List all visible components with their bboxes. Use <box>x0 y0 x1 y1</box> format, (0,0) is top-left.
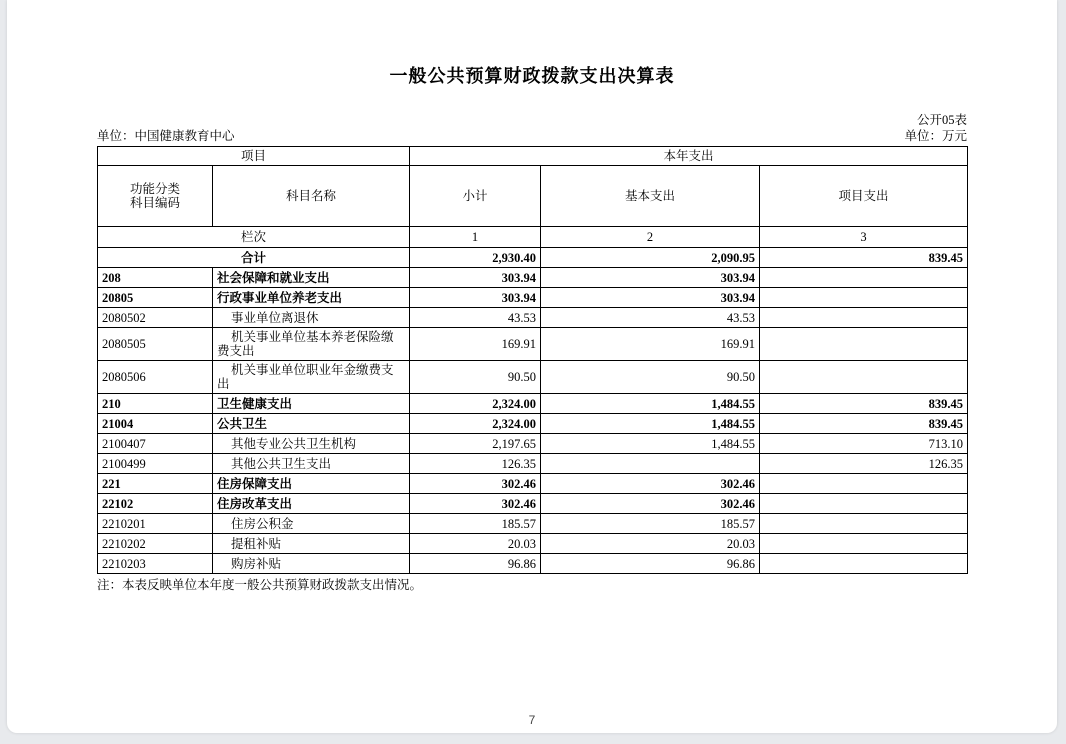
row-subtotal: 169.91 <box>410 328 541 361</box>
row-project <box>760 361 968 394</box>
table-row <box>98 328 968 361</box>
col-index-2: 2 <box>541 227 760 248</box>
row-subtotal: 303.94 <box>410 268 541 288</box>
row-basic: 303.94 <box>541 288 760 308</box>
row-basic: 96.86 <box>541 554 760 574</box>
table-row <box>98 414 968 434</box>
row-project <box>760 328 968 361</box>
table-row <box>98 308 968 328</box>
row-name: 住房改革支出 <box>213 494 410 514</box>
page-title: 一般公共预算财政拨款支出决算表 <box>389 66 675 86</box>
row-code: 21004 <box>98 414 213 434</box>
footnote: 注：本表反映单位本年度一般公共预算财政拨款支出情况。 <box>97 578 423 592</box>
row-code: 2210201 <box>98 514 213 534</box>
header-code-column <box>98 166 213 227</box>
row-project <box>760 288 968 308</box>
row-subtotal: 185.57 <box>410 514 541 534</box>
row-name: 公共卫生 <box>213 414 410 434</box>
row-basic: 169.91 <box>541 328 760 361</box>
row-basic: 303.94 <box>541 268 760 288</box>
document-page <box>7 0 1057 733</box>
table-code-label: 公开05表 <box>916 113 967 127</box>
row-name: 其他公共卫生支出 <box>213 454 410 474</box>
row-basic: 302.46 <box>541 494 760 514</box>
row-name: 卫生健康支出 <box>213 394 410 414</box>
header-code-line1: 功能分类 <box>129 182 180 196</box>
row-basic: 20.03 <box>541 534 760 554</box>
table-row <box>98 554 968 574</box>
row-code: 2100407 <box>98 434 213 454</box>
row-project: 839.45 <box>760 248 968 268</box>
table-row <box>98 454 968 474</box>
row-name: 行政事业单位养老支出 <box>213 288 410 308</box>
row-subtotal: 43.53 <box>410 308 541 328</box>
header-year-expenditure-group: 本年支出 <box>410 147 968 166</box>
row-subtotal: 90.50 <box>410 361 541 394</box>
row-subtotal: 2,197.65 <box>410 434 541 454</box>
org-label: 单位：中国健康教育中心 <box>97 129 235 143</box>
row-basic <box>541 454 760 474</box>
header-subtotal-column: 小计 <box>410 166 541 227</box>
row-basic: 1,484.55 <box>541 434 760 454</box>
row-subtotal: 302.46 <box>410 474 541 494</box>
row-project: 839.45 <box>760 414 968 434</box>
row-basic: 1,484.55 <box>541 414 760 434</box>
row-name: 机关事业单位基本养老保险缴费支出 <box>213 328 410 361</box>
row-name: 机关事业单位职业年金缴费支出 <box>213 361 410 394</box>
row-name: 购房补贴 <box>213 554 410 574</box>
document-body <box>97 112 967 727</box>
row-subtotal: 96.86 <box>410 554 541 574</box>
table-row <box>98 288 968 308</box>
header-code-line2: 科目编码 <box>129 196 180 210</box>
table-row <box>98 534 968 554</box>
table-row <box>98 494 968 514</box>
row-code: 2100499 <box>98 454 213 474</box>
row-code: 221 <box>98 474 213 494</box>
row-name: 其他专业公共卫生机构 <box>213 434 410 454</box>
row-project <box>760 474 968 494</box>
header-columns-row <box>98 166 968 227</box>
row-project: 713.10 <box>760 434 968 454</box>
header-lanci-row <box>98 227 968 248</box>
table-row <box>98 361 968 394</box>
table-row <box>98 514 968 534</box>
row-code: 208 <box>98 268 213 288</box>
row-basic: 302.46 <box>541 474 760 494</box>
header-name-column: 科目名称 <box>213 166 410 227</box>
header-group-row <box>98 147 968 166</box>
row-subtotal: 20.03 <box>410 534 541 554</box>
row-subtotal: 302.46 <box>410 494 541 514</box>
row-name: 住房保障支出 <box>213 474 410 494</box>
row-code: 2080505 <box>98 328 213 361</box>
row-code: 2210203 <box>98 554 213 574</box>
row-basic: 185.57 <box>541 514 760 534</box>
budget-table <box>97 146 968 574</box>
row-subtotal: 126.35 <box>410 454 541 474</box>
table-row <box>98 474 968 494</box>
header-project-group: 项目 <box>98 147 410 166</box>
row-basic: 2,090.95 <box>541 248 760 268</box>
row-code: 2080502 <box>98 308 213 328</box>
row-subtotal: 2,930.40 <box>410 248 541 268</box>
row-code: 22102 <box>98 494 213 514</box>
header-basic-column: 基本支出 <box>541 166 760 227</box>
table-row <box>98 268 968 288</box>
row-project <box>760 308 968 328</box>
row-project <box>760 534 968 554</box>
table-row <box>98 248 968 268</box>
row-basic: 43.53 <box>541 308 760 328</box>
table-row <box>98 394 968 414</box>
row-name: 合计 <box>98 248 410 268</box>
unit-label: 单位：万元 <box>904 129 967 143</box>
row-project <box>760 494 968 514</box>
row-name: 社会保障和就业支出 <box>213 268 410 288</box>
row-code: 20805 <box>98 288 213 308</box>
row-name: 事业单位离退休 <box>213 308 410 328</box>
row-subtotal: 2,324.00 <box>410 414 541 434</box>
row-code: 2080506 <box>98 361 213 394</box>
row-code: 210 <box>98 394 213 414</box>
col-index-3: 3 <box>760 227 968 248</box>
header-project-column: 项目支出 <box>760 166 968 227</box>
row-basic: 1,484.55 <box>541 394 760 414</box>
row-basic: 90.50 <box>541 361 760 394</box>
page-number: 7 <box>528 713 536 727</box>
row-project <box>760 554 968 574</box>
row-name: 住房公积金 <box>213 514 410 534</box>
table-body <box>98 248 968 574</box>
col-index-1: 1 <box>410 227 541 248</box>
table-row <box>98 434 968 454</box>
row-subtotal: 2,324.00 <box>410 394 541 414</box>
meta-row <box>97 128 967 144</box>
row-project <box>760 268 968 288</box>
row-name: 提租补贴 <box>213 534 410 554</box>
row-subtotal: 303.94 <box>410 288 541 308</box>
row-code: 2210202 <box>98 534 213 554</box>
row-project: 839.45 <box>760 394 968 414</box>
row-project: 126.35 <box>760 454 968 474</box>
lanci-label: 栏次 <box>98 227 410 248</box>
row-project <box>760 514 968 534</box>
